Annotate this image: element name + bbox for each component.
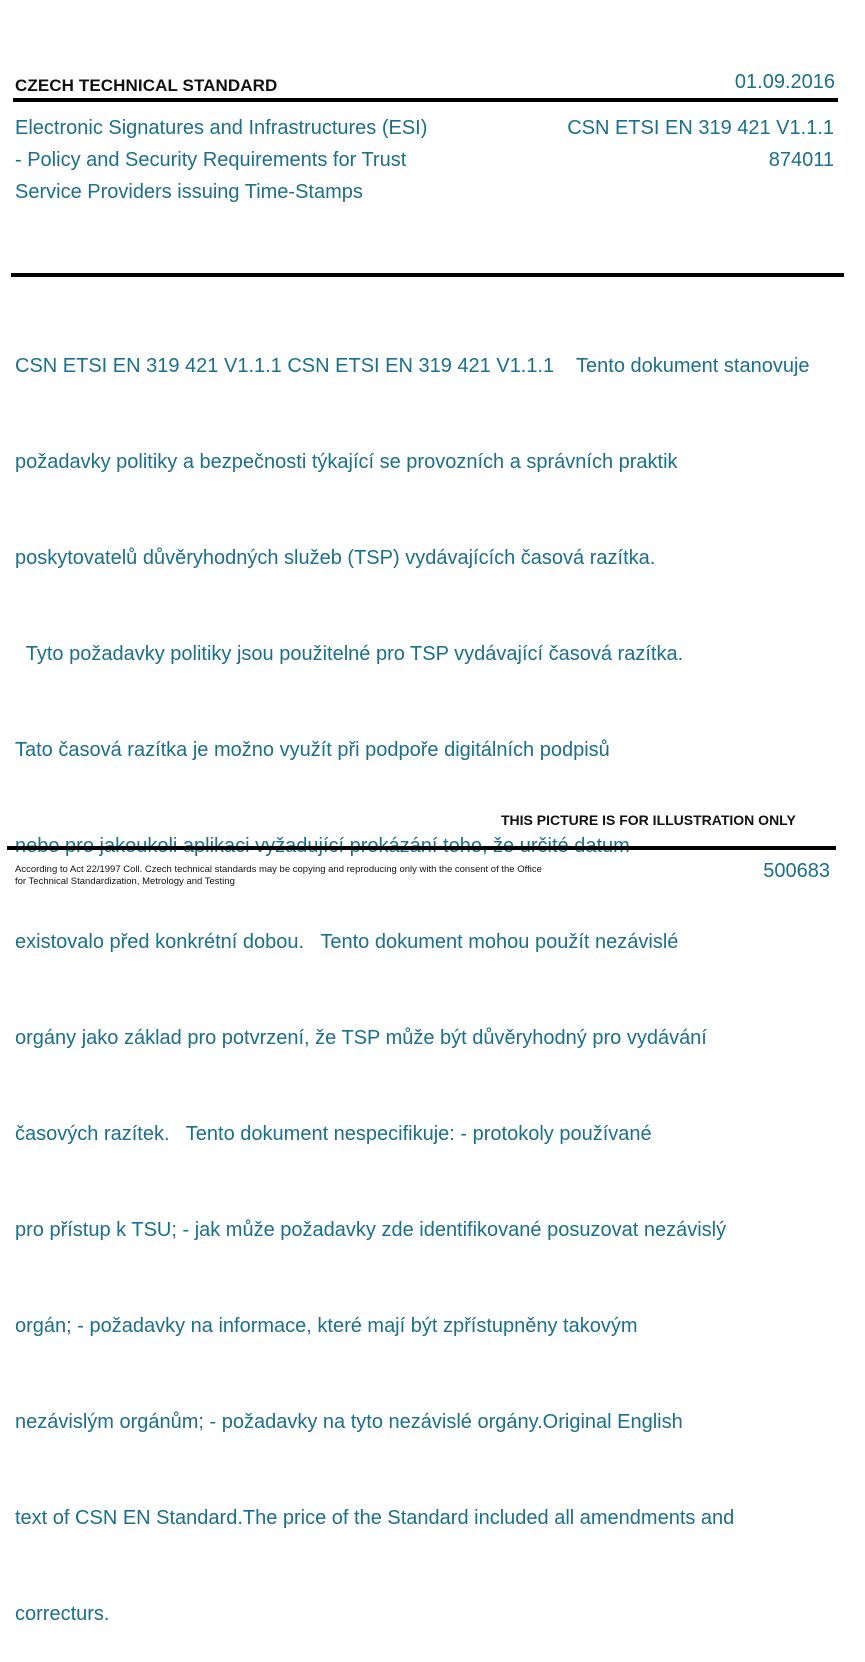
description-line: orgán; - požadavky na informace, které mají být zpřístupněny takovým [15,1315,638,1337]
description-line: poskytovatelů důvěryhodných služeb (TSP) vydávajících časová razítka. [15,547,656,569]
legal-notice-line: for Technical Standardization, Metrology and Testing [15,876,235,887]
legal-notice [15,864,595,888]
title-line: Service Providers issuing Time-Stamps [15,181,363,203]
description-line: orgány jako základ pro potvrzení, že TSP může být důvěryhodný pro vydávání [15,1027,707,1049]
illustration-note: THIS PICTURE IS FOR ILLUSTRATION ONLY [501,812,796,828]
description-line: nezávislým orgánům; - požadavky na tyto nezávislé orgány.Original English [15,1411,683,1433]
divider-bottom [7,846,836,850]
description-line: Tyto požadavky politiky jsou použitelné pro TSP vydávající časová razítka. [15,643,684,665]
document-number: 500683 [763,860,830,882]
header-label: CZECH TECHNICAL STANDARD [15,76,278,95]
standard-title [15,112,485,208]
classification-number: 874011 [768,149,834,171]
publication-date: 01.09.2016 [734,71,835,93]
legal-notice-line: According to Act 22/1997 Coll. Czech technical standards may be copying and reproducing only with the consent of the Office [15,864,542,875]
description-line: text of CSN EN Standard.The price of the Standard included all amendments and [15,1507,735,1529]
description-line: požadavky politiky a bezpečnosti týkající se provozních a správních praktik [15,451,678,473]
description-line: pro přístup k TSU; - jak může požadavky zde identifikované posuzovat nezávislý [15,1219,727,1241]
standard-identifier [567,112,834,176]
description-line: Tato časová razítka je možno využít při podpoře digitálních podpisů [15,739,610,761]
divider-top [13,98,838,102]
description-line: CSN ETSI EN 319 421 V1.1.1 CSN ETSI EN 319 421 V1.1.1 Tento dokument stanovuje [15,355,810,377]
description-line: časových razítek. Tento dokument nespecifikuje: - protokoly používané [15,1123,652,1145]
description-line: correcturs. [15,1603,110,1625]
description-line: existovalo před konkrétní dobou. Tento dokument mohou použít nezávislé [15,931,679,953]
title-line: - Policy and Security Requirements for Trust [15,149,407,171]
standard-description [15,286,865,1662]
divider-middle [11,273,844,277]
standard-code: CSN ETSI EN 319 421 V1.1.1 [567,117,834,139]
title-line: Electronic Signatures and Infrastructures (ESI) [15,117,428,139]
